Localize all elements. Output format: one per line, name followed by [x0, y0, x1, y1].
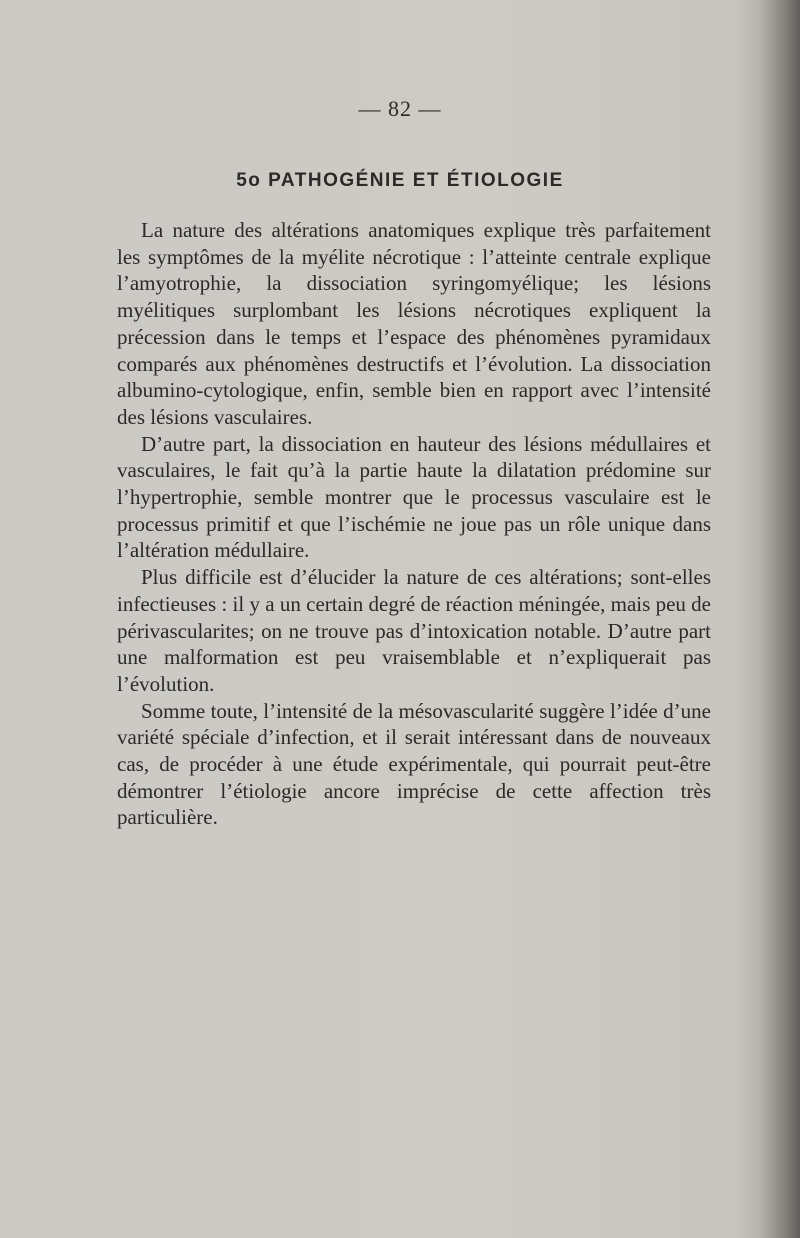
- section-title: 5o PATHOGÉNIE ET ÉTIOLOGIE: [236, 170, 564, 191]
- paragraph: Somme toute, l’intensité de la mésovascularité suggère l’idée d’une variété spéciale d’infection, et il serait intéressant dans de nouveaux cas, de procéder à une étude expérimentale, qui pourrait peut-être démontrer l’étiologie ancore imprécise de cette affection très particulière.: [117, 698, 711, 830]
- page-number: — 82 —: [358, 96, 442, 121]
- paragraph: Plus difficile est d’élucider la nature de ces altérations; sont-elles infectieuses : il y a un certain degré de réaction méningée, mais peu de périvascularites; on ne trouve pas d’intoxication notable. D’autre part une malformation est peu vraisemblable et n’expliquerait pas l’évolution.: [117, 565, 711, 696]
- paragraph: La nature des altérations anatomiques explique très parfaitement les symptômes de la myélite nécrotique : l’atteinte centrale explique l’amyotrophie, la dissociation syringomyélique; les lésions myélitiques surplombant les lésions nécrotiques expliquent la précession dans le temps et l’espace des phénomènes pyramidaux comparés aux phénomènes destructifs et l’évolution. La dissociation albumino-cytologique, enfin, semble bien en rapport avec l’intensité des lésions vasculaires.: [117, 218, 711, 429]
- bleed-through-line: [120, 880, 740, 903]
- paragraph: D’autre part, la dissociation en hauteur des lésions médullaires et vasculaires, le fait qu’à la partie haute la dilatation prédomine sur l’hypertrophie, semble montrer que le processus vasculaire est le processus primitif et que l’ischémie ne joue pas un rôle unique dans l’altération médullaire.: [117, 431, 711, 563]
- body-text: [117, 217, 711, 831]
